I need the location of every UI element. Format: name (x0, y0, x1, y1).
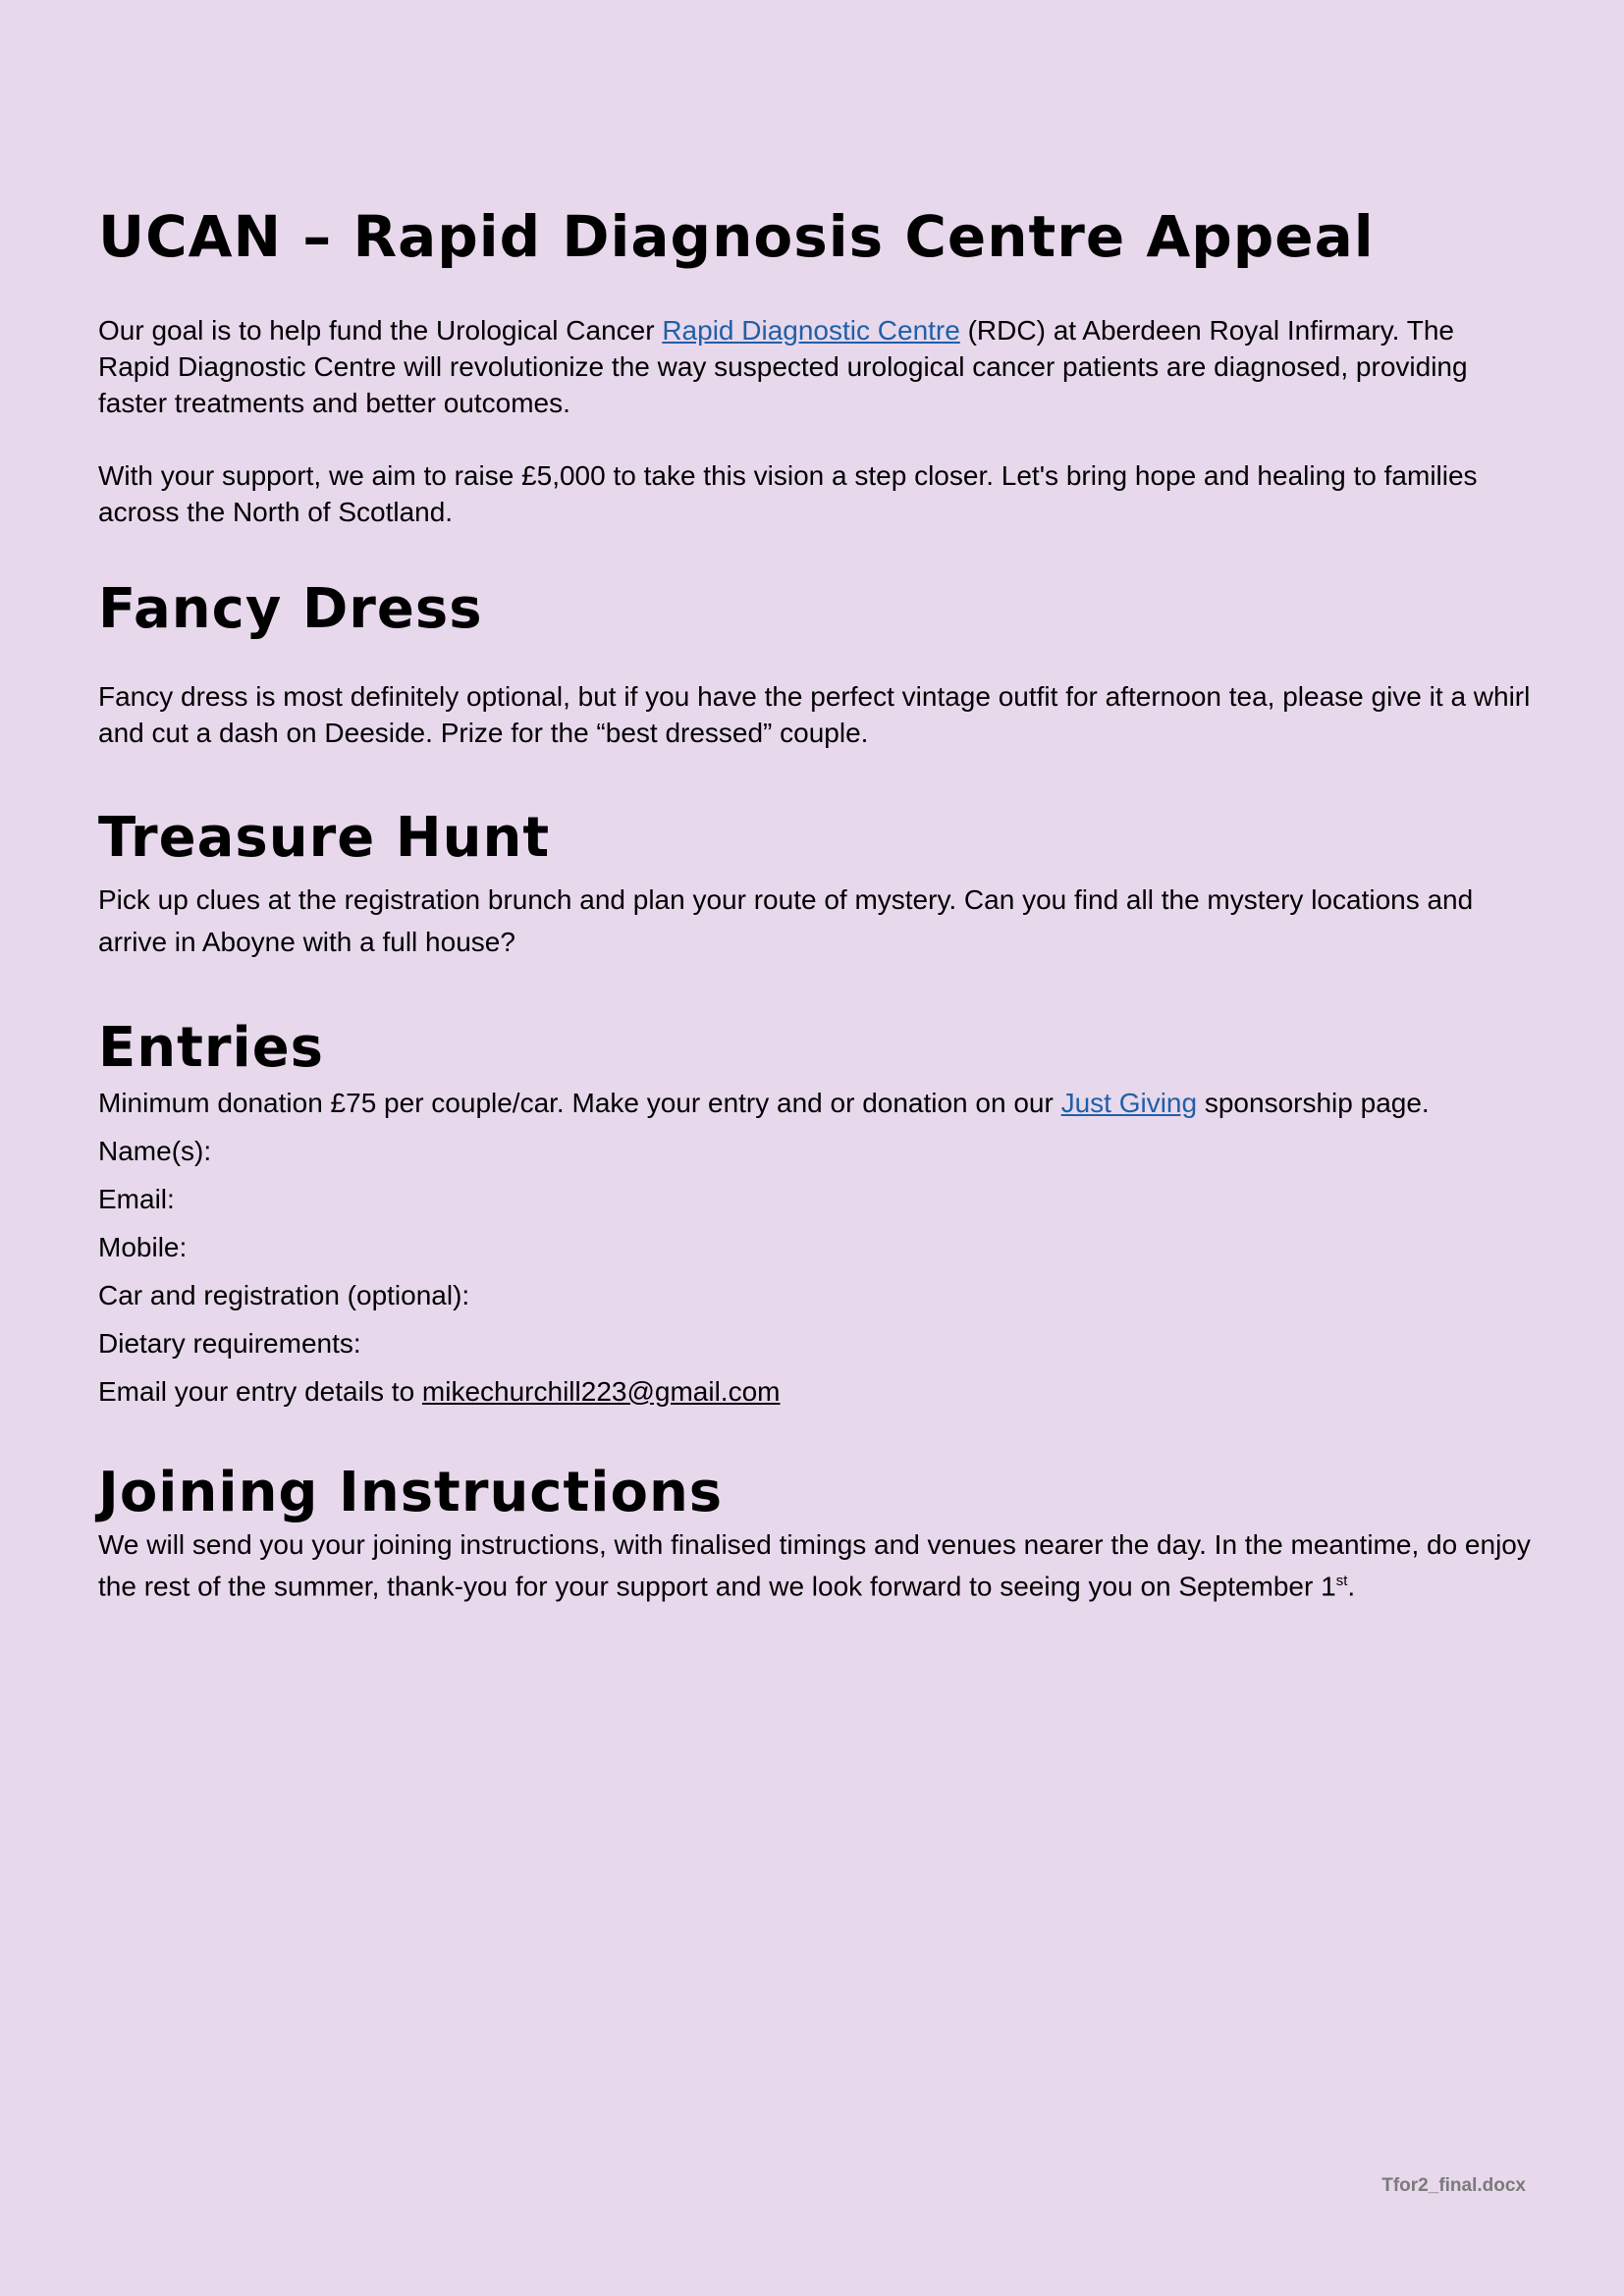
email-instruction-text: Email your entry details to (98, 1375, 422, 1407)
entries-heading: Entries (98, 1015, 325, 1080)
intro-paragraph-2: With your support, we aim to raise £5,000 to take this vision a step closer. Let's bring hope and healing to families across the North of Scotland. (98, 459, 1478, 527)
treasure-hunt-text: Pick up clues at the registration brunch and plan your route of mystery. Can you find all the mystery locations and arrive in Aboyne with a full house? (98, 883, 1474, 957)
rdc-link[interactable]: Rapid Diagnostic Centre (662, 314, 960, 346)
contact-email-link[interactable]: mikechurchill223@gmail.com (421, 1375, 781, 1407)
intro-text: Our goal is to help fund the Urological Cancer (98, 314, 663, 346)
entries-text: Minimum donation £75 per couple/car. Make your entry and or donation on our (98, 1087, 1061, 1118)
intro-paragraph-1 (98, 312, 1532, 421)
fancy-dress-heading: Fancy Dress (98, 576, 483, 641)
field-mobile: Mobile: (98, 1231, 188, 1262)
page-title: UCAN – Rapid Diagnosis Centre Appeal (98, 203, 1375, 270)
joining-text-end: . (1347, 1571, 1356, 1602)
ordinal-suffix: st (1335, 1573, 1348, 1590)
entries-intro (98, 1079, 1532, 1127)
joining-heading: Joining Instructions (98, 1460, 724, 1524)
joining-text-body: We will send you your joining instructions, with finalised timings and venues nearer the day. In the meantime, do enjoy the rest of the summer, thank-you for your support and we look forward to seeing you on September 1 (98, 1529, 1531, 1602)
entries-text-after: sponsorship page. (1197, 1087, 1430, 1118)
intro-text-after: (RDC) at Aberdeen Royal Infirmary. The Rapid Diagnostic Centre will revolutionize the way suspected urological cancer patients are diagnosed, providing faster treatments and better outcomes. (98, 314, 1468, 418)
just-giving-link[interactable]: Just Giving (1060, 1087, 1198, 1118)
field-dietary: Dietary requirements: (98, 1327, 361, 1359)
treasure-hunt-heading: Treasure Hunt (98, 806, 551, 871)
field-car: Car and registration (optional): (98, 1279, 470, 1310)
joining-text (98, 1526, 1532, 1604)
field-email: Email: (98, 1183, 175, 1214)
fancy-dress-text: Fancy dress is most definitely optional, but if you have the perfect vintage outfit for afternoon tea, please give it a whirl and cut a dash on Deeside. Prize for the “best dressed” couple. (98, 681, 1531, 749)
field-names: Name(s): (98, 1135, 212, 1166)
document-body (98, 203, 1532, 1605)
email-instruction (98, 1367, 1532, 1415)
footer-filename: Tfor2_final.docx (1381, 2175, 1526, 2196)
